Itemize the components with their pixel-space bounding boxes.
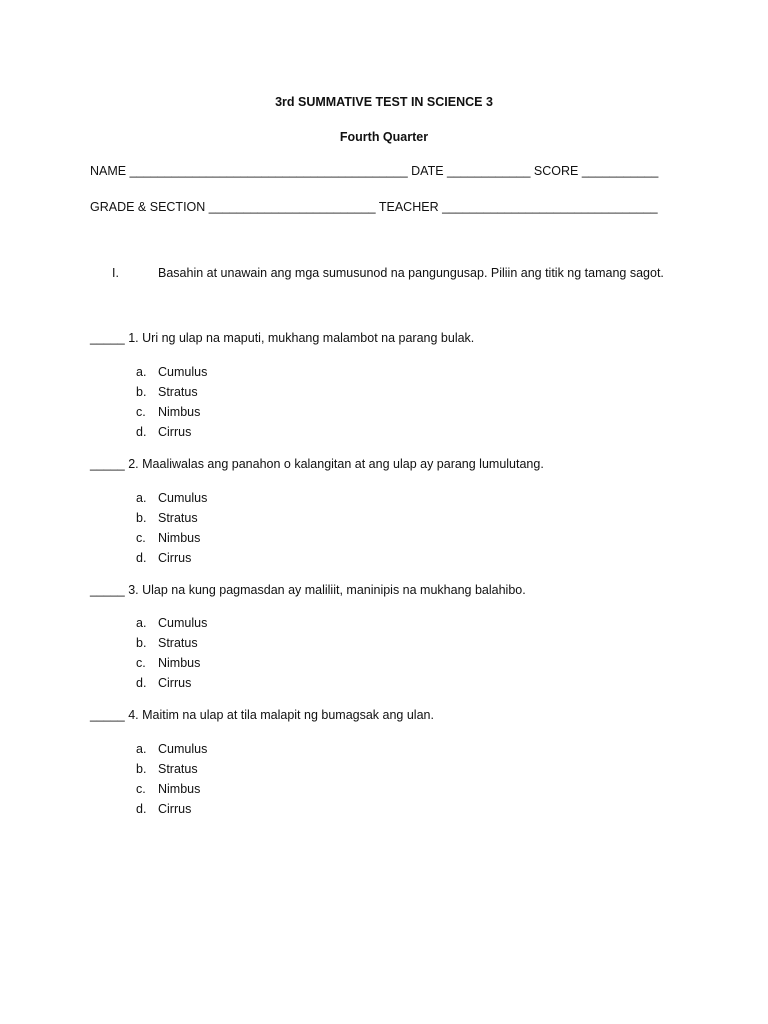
option-label: Cumulus [158,365,208,379]
option-label: Cumulus [158,742,208,756]
option-label: Cumulus [158,616,208,630]
option-letter: a. [136,491,147,505]
option-item [136,739,207,759]
option-letter: d. [136,676,147,690]
option-label: Nimbus [158,656,201,670]
option-label: Cirrus [158,802,192,816]
option-letter: c. [136,656,146,670]
instruction-text: Basahin at unawain ang mga sumusunod na pangungusap. Piliin ang titik ng tamang sagot. [158,266,664,280]
option-item [136,653,207,673]
option-label: Stratus [158,762,198,776]
name-date-score-line: NAME ________________________________________ DATE ____________ SCORE ___________ [90,164,659,178]
question-2-options [136,488,207,568]
option-item [136,548,207,568]
option-letter: b. [136,511,147,525]
option-item [136,362,207,382]
option-letter: d. [136,551,147,565]
question-1-options [136,362,207,442]
question-3-options [136,613,207,693]
option-item [136,633,207,653]
option-letter: d. [136,425,147,439]
option-letter: b. [136,636,147,650]
test-title: 3rd SUMMATIVE TEST IN SCIENCE 3 [275,95,493,109]
option-item [136,673,207,693]
question-2: _____ 2. Maaliwalas ang panahon o kalangitan at ang ulap ay parang lumulutang. [90,457,544,471]
option-item [136,382,207,402]
option-label: Cirrus [158,425,192,439]
option-label: Stratus [158,511,198,525]
option-item [136,799,207,819]
option-letter: d. [136,802,147,816]
option-letter: c. [136,405,146,419]
option-label: Cumulus [158,491,208,505]
question-4: _____ 4. Maitim na ulap at tila malapit ng bumagsak ang ulan. [90,708,434,722]
option-letter: b. [136,762,147,776]
option-item [136,422,207,442]
option-item [136,613,207,633]
question-1: _____ 1. Uri ng ulap na maputi, mukhang malambot na parang bulak. [90,331,475,345]
option-letter: a. [136,365,147,379]
option-item [136,779,207,799]
option-letter: c. [136,531,146,545]
option-item [136,508,207,528]
option-label: Cirrus [158,551,192,565]
option-letter: a. [136,616,147,630]
option-item [136,528,207,548]
option-label: Nimbus [158,782,201,796]
option-label: Nimbus [158,405,201,419]
question-4-options [136,739,207,819]
option-item [136,402,207,422]
question-3: _____ 3. Ulap na kung pagmasdan ay maliliit, maninipis na mukhang balahibo. [90,583,526,597]
option-label: Stratus [158,636,198,650]
option-item [136,759,207,779]
instruction-number: I. [112,266,119,280]
option-label: Nimbus [158,531,201,545]
option-label: Stratus [158,385,198,399]
quarter-subtitle: Fourth Quarter [339,130,429,144]
grade-section-teacher-line: GRADE & SECTION ________________________ TEACHER _______________________________ [90,200,658,214]
option-label: Cirrus [158,676,192,690]
option-letter: a. [136,742,147,756]
option-letter: b. [136,385,147,399]
option-item [136,488,207,508]
option-letter: c. [136,782,146,796]
